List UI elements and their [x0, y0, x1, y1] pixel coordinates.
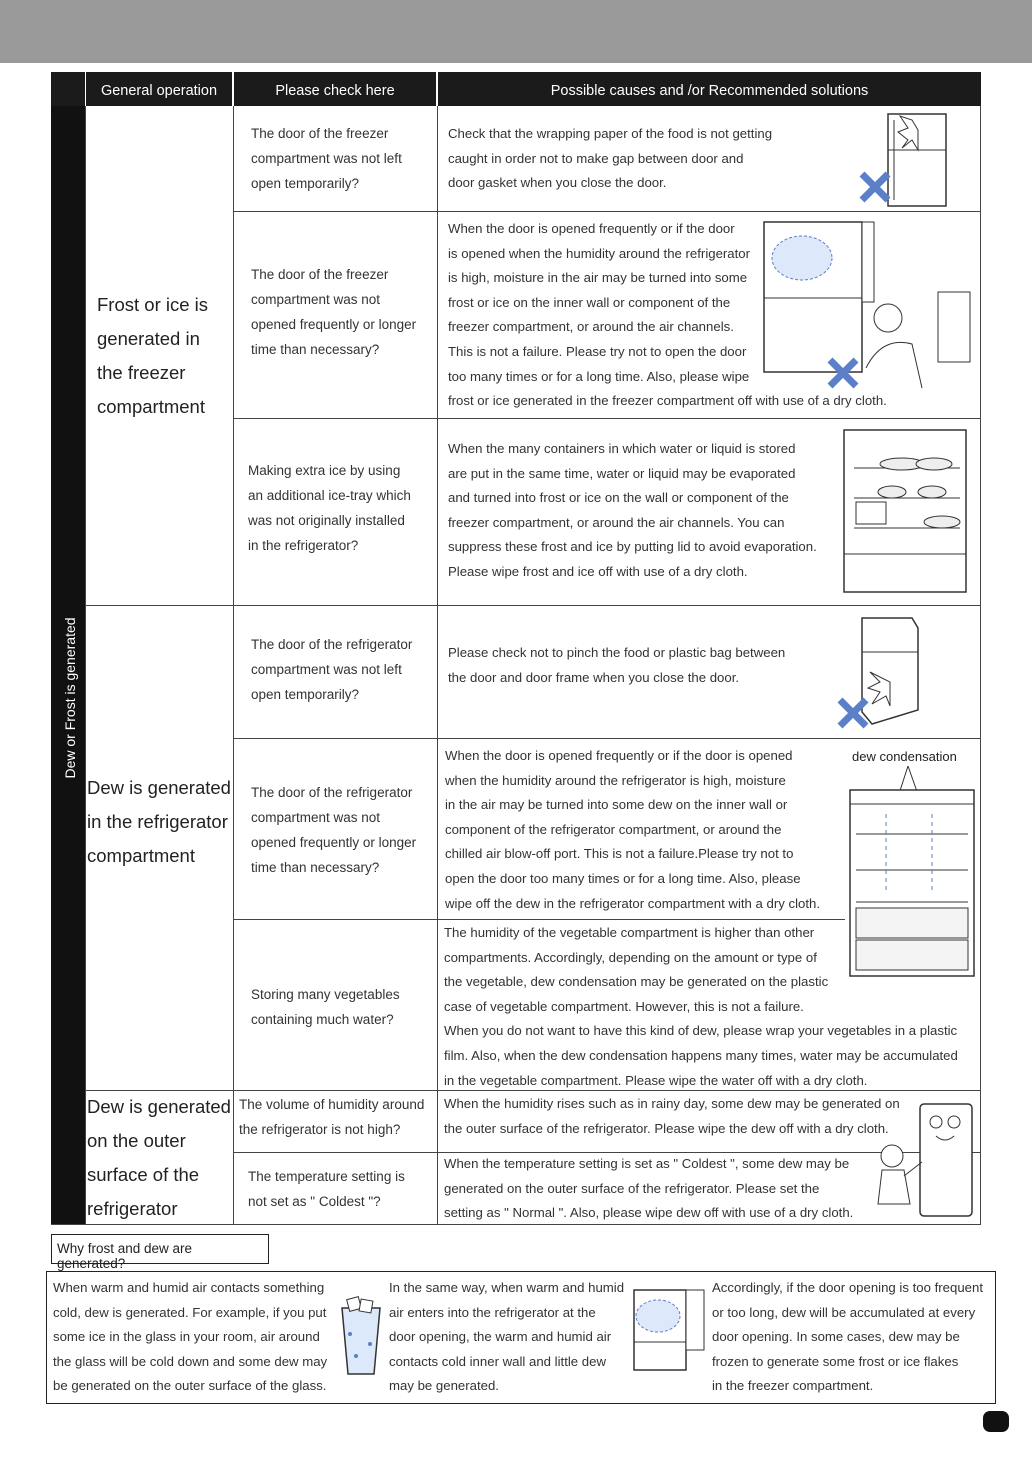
why-label-box: Why frost and dew are generated? [51, 1234, 269, 1264]
check-cell-5: The door of the refrigerator compartment was not opened frequently or longer time than necessary? [251, 785, 417, 875]
open-fridge-air-icon [632, 1286, 708, 1374]
category-frost-freezer: Frost or ice is generated in the freezer compartment [97, 294, 209, 417]
solution-cell-5: When the door is opened frequently or if the door is opened when the humidity around the refrigerator is high, moisture in the air may be turned into some dew on the inner wall or component of the refrigerator compartment, or around the chilled air blow-off port. This is not a failure.Please try not to open the door too many times or for a long time. Also, please wipe off the dew in the refrigerator compartment with a dry cloth. [445, 748, 821, 911]
check-cell-3: Making extra ice by using an additional ice-tray which was not originally installed in the refrigerator? [248, 463, 411, 553]
x-mark-icon [858, 170, 894, 206]
explanation-col-2: In the same way, when warm and humid air enters into the refrigerator at the door opening, the warm and humid air contacts cold inner wall and little dew may be generated. [389, 1280, 625, 1394]
freezer-interior-icon [842, 428, 972, 596]
x-mark-icon [836, 696, 872, 732]
dew-condensation-label: dew condensation [852, 749, 957, 764]
solution-cell-6: The humidity of the vegetable compartment is higher than other compartments. Accordingly, depending on the amount or type of the vegetable, dew condensation may be generated on the plastic case of vegetable compartment. However, this is not a failure. When you do not want to have this kind of dew, please wrap your vegetables in a plastic film. Also, when the dew condensation happens many times, water may be accumulated in the vegetable compartment. Please wipe the water off with a dry cloth. [444, 925, 958, 1088]
solution-cell-2: When the door is opened frequently or if the door is opened when the humidity around the refrigerator is high, moisture in the air may be turned into some frost or ice on the inner wall or component of the freezer compartment, or around the air channels. This is not a failure. Please try not to open the door too many times or for a long time. Also, please wipe frost or ice generated in the freezer compartment off with use of a dry cloth. [448, 221, 887, 409]
header-general-operation: General operation [86, 72, 232, 106]
explanation-col-3: Accordingly, if the door opening is too frequent or too long, dew will be accumulated at every door opening. In some cases, dew may be frozen to generate some frost or ice flakes in the freezer compartment. [712, 1280, 983, 1394]
check-cell-1: The door of the freezer compartment was not left open temporarily? [251, 126, 402, 191]
solution-cell-8: When the temperature setting is set as " Coldest ", some dew may be generated on the outer surface of the refrigerator. Please set the setting as " Normal ". Also, please wipe dew off with use of a dry cloth. [444, 1156, 854, 1221]
header-causes: Possible causes and /or Recommended solutions [438, 72, 981, 106]
check-cell-8: The temperature setting is not set as " Coldest "? [248, 1169, 405, 1209]
check-cell-6: Storing many vegetables containing much water? [251, 987, 400, 1027]
solution-cell-4: Please check not to pinch the food or plastic bag between the door and door frame when you close the door. [448, 645, 786, 685]
x-mark-icon [826, 356, 862, 392]
refrigerator-interior-dew-icon [846, 764, 978, 984]
page-number-badge [983, 1411, 1009, 1432]
solution-cell-3: When the many containers in which water or liquid is stored are put in the same time, water or liquid may be evaporated and turned into frost or ice on the wall or component of the freezer compartment, or around the air channels. You can suppress these frost and ice by putting lid to avoid evaporation. Please wipe frost and ice off with use of a dry cloth. [448, 441, 817, 579]
open-refrigerator-icon [762, 218, 977, 398]
smiling-fridge-icon [870, 1100, 978, 1220]
category-dew-outer-surface: Dew is generated on the outer surface of the refrigerator [87, 1096, 231, 1219]
check-cell-7: The volume of humidity around the refrigerator is not high? [239, 1097, 425, 1137]
check-cell-2: The door of the freezer compartment was not opened frequently or longer time than necessary? [251, 267, 417, 357]
category-dew-refrigerator: Dew is generated in the refrigerator compartment [87, 777, 231, 866]
explanation-col-1: When warm and humid air contacts something cold, dew is generated. For example, if you put some ice in the glass in your room, air around the glass will be cold down and some dew may be generated on the outer surface of the glass. [53, 1280, 328, 1394]
check-cell-4: The door of the refrigerator compartment was not left open temporarily? [251, 637, 413, 702]
header-bar [0, 0, 1032, 63]
solution-cell-1: Check that the wrapping paper of the food is not getting caught in order not to make gap between door and door gasket when you close the door. [448, 126, 773, 191]
header-check: Please check here [234, 72, 436, 106]
header-blank [51, 72, 85, 106]
side-category-label: Dew or Frost is generated [62, 617, 78, 779]
glass-of-ice-icon [336, 1294, 386, 1378]
solution-cell-7: When the humidity rises such as in rainy day, some dew may be generated on the outer surface of the refrigerator. Please wipe the dew off with a dry cloth. [444, 1096, 900, 1136]
